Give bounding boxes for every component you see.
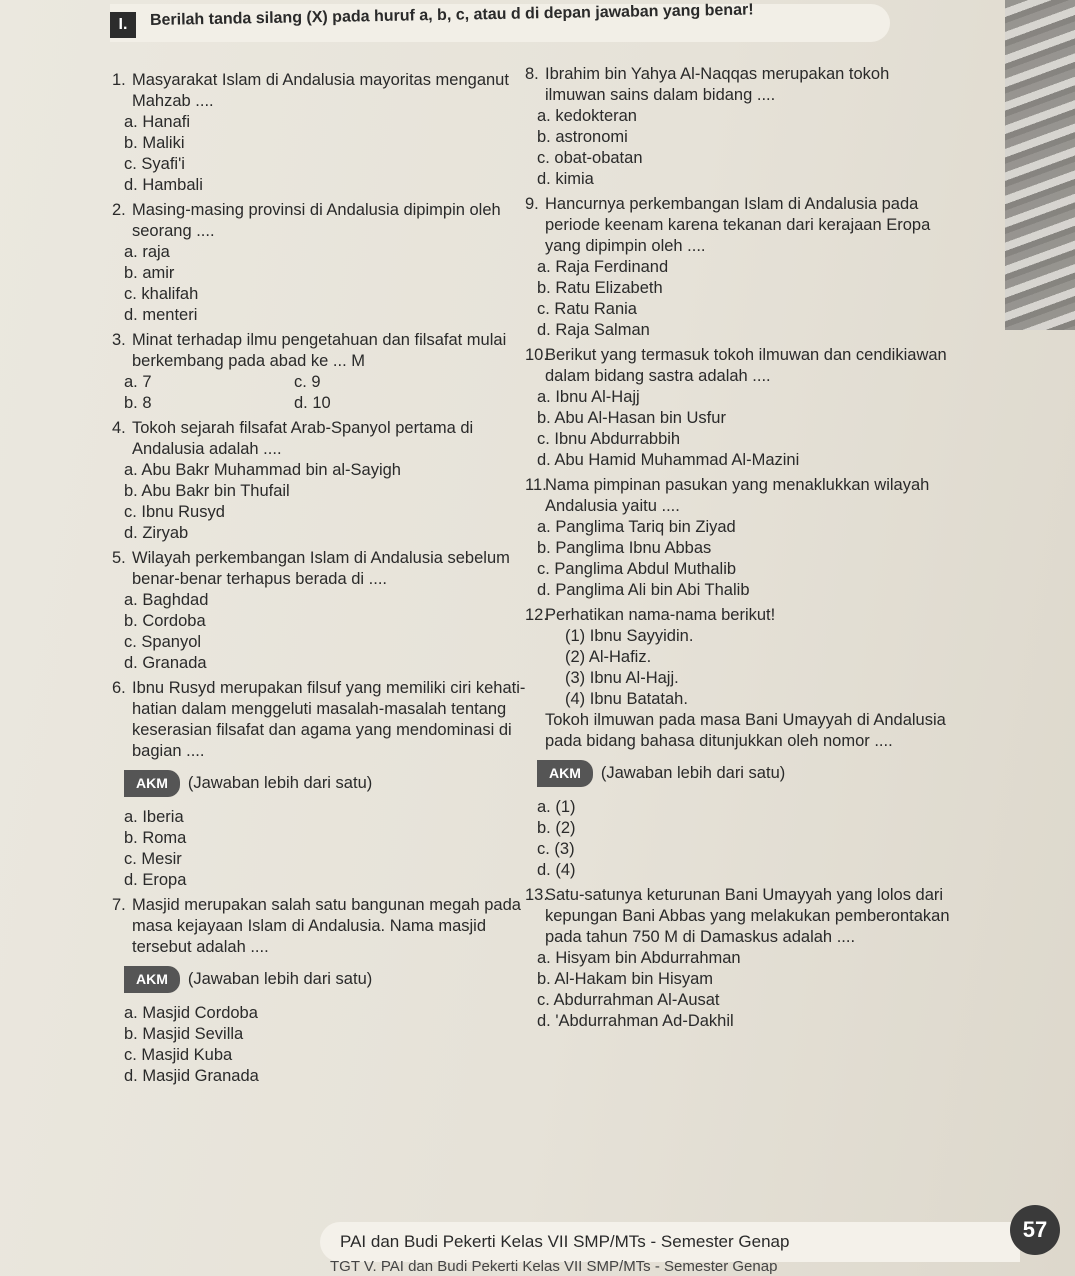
- option-c[interactable]: c. obat-obatan: [537, 149, 643, 167]
- option-b[interactable]: b. Roma: [124, 829, 187, 847]
- option-d[interactable]: d. Granada: [124, 654, 207, 672]
- option-a[interactable]: a. Masjid Cordoba: [124, 1004, 258, 1022]
- akm-note: [124, 966, 542, 993]
- question-4: 4. Tokoh sejarah filsafat Arab-Spanyol pertama di Andalusia adalah .... a. Abu Bakr Muhammad bin al-Sayigh b. Abu Bakr bin Thufail c. Ibnu Rusyd d. Ziryab: [112, 418, 542, 544]
- option-b[interactable]: b. Abu Bakr bin Thufail: [124, 482, 290, 500]
- question-stem: Minat terhadap ilmu pengetahuan dan filsafat mulai berkembang pada abad ke ... M: [132, 331, 507, 370]
- option-c[interactable]: c. Ibnu Abdurrabbih: [537, 430, 681, 448]
- question-12: 12. Perhatikan nama-nama berikut! (1) Ibnu Sayyidin. (2) Al-Hafiz. (3) Ibnu Al-Hajj. (4) Ibnu Batatah. Tokoh ilmuwan pada masa Bani Umayyah di Andalusia pada bidang bahasa ditunjukkan oleh nomor .... AKM (Jawaban lebih dari satu) a. (1) b. (2) c. (3) d. (4): [525, 605, 950, 881]
- question-11: 11. Nama pimpinan pasukan yang menaklukkan wilayah Andalusia yaitu .... a. Panglima Tariq bin Ziyad b. Panglima Ibnu Abbas c. Panglima Abdul Muthalib d. Panglima Ali bin Abi Thalib: [525, 475, 950, 601]
- option-d[interactable]: d. Hambali: [124, 176, 203, 194]
- option-c[interactable]: c. Syafi'i: [124, 155, 185, 173]
- option-d[interactable]: d. Eropa: [124, 871, 187, 889]
- question-stem: Ibrahim bin Yahya Al-Naqqas merupakan tokoh ilmuwan sains dalam bidang ....: [545, 65, 890, 104]
- question-stem: Nama pimpinan pasukan yang menaklukkan wilayah Andalusia yaitu ....: [545, 476, 930, 515]
- option-b[interactable]: b. Ratu Elizabeth: [537, 279, 663, 297]
- option-b[interactable]: b. Al-Hakam bin Hisyam: [537, 970, 714, 988]
- option-c[interactable]: c. khalifah: [124, 285, 199, 303]
- question-stem-continued: Tokoh ilmuwan pada masa Bani Umayyah di Andalusia pada bidang bahasa ditunjukkan oleh nomor ....: [545, 711, 946, 750]
- option-b[interactable]: b. (2): [537, 819, 576, 837]
- option-a[interactable]: a. kedokteran: [537, 107, 637, 125]
- option-d[interactable]: d. Panglima Ali bin Abi Thalib: [537, 581, 750, 599]
- akm-badge: AKM: [124, 770, 180, 797]
- option-c[interactable]: c. Spanyol: [124, 633, 202, 651]
- section-number: I.: [110, 12, 136, 38]
- akm-note: [537, 760, 950, 787]
- option-a[interactable]: a. Hanafi: [124, 113, 191, 131]
- name-list-item: (1) Ibnu Sayyidin.: [565, 627, 694, 645]
- option-a[interactable]: a. Baghdad: [124, 591, 209, 609]
- left-column: [112, 70, 542, 1091]
- question-stem: Masyarakat Islam di Andalusia mayoritas menganut Mahzab ....: [132, 71, 509, 110]
- option-d[interactable]: d. 'Abdurrahman Ad-Dakhil: [537, 1012, 734, 1030]
- akm-note-text: (Jawaban lebih dari satu): [600, 764, 786, 782]
- option-d[interactable]: d. (4): [537, 861, 576, 879]
- question-13: 13. Satu-satunya keturunan Bani Umayyah yang lolos dari kepungan Bani Abbas yang melakukan pemberontakan pada tahun 750 M di Damaskus adalah .... a. Hisyam bin Abdurrahman b. Al-Hakam bin Hisyam c. Abdurrahman Al-Ausat d. 'Abdurrahman Ad-Dakhil: [525, 886, 950, 1030]
- akm-note-text: (Jawaban lebih dari satu): [187, 774, 373, 792]
- question-1: 1. Masyarakat Islam di Andalusia mayoritas menganut Mahzab .... a. Hanafi b. Maliki c. Syafi'i d. Hambali: [112, 70, 542, 196]
- question-5: 5. Wilayah perkembangan Islam di Andalusia sebelum benar-benar terhapus berada di .... a. Baghdad b. Cordoba c. Spanyol d. Granada: [112, 548, 542, 674]
- option-b[interactable]: b. astronomi: [537, 128, 628, 146]
- question-stem: Satu-satunya keturunan Bani Umayyah yang lolos dari kepungan Bani Abbas yang melakukan pemberontakan pada tahun 750 M di Damaskus adalah ....: [545, 886, 950, 946]
- question-3: 3. Minat terhadap ilmu pengetahuan dan filsafat mulai berkembang pada abad ke ... M a. 7 c. 9 b. 8 d. 10: [112, 330, 542, 414]
- name-list-item: (2) Al-Hafiz.: [565, 648, 652, 666]
- question-stem: Masing-masing provinsi di Andalusia dipimpin oleh seorang ....: [132, 201, 501, 240]
- option-a[interactable]: a. 7: [124, 373, 152, 391]
- option-b[interactable]: b. Panglima Ibnu Abbas: [537, 539, 712, 557]
- question-2: 2. Masing-masing provinsi di Andalusia dipimpin oleh seorang .... a. raja b. amir c. khalifah d. menteri: [112, 200, 542, 326]
- akm-badge: AKM: [537, 760, 593, 787]
- option-b[interactable]: b. 8: [124, 394, 152, 412]
- option-c[interactable]: c. Ibnu Rusyd: [124, 503, 225, 521]
- question-8: 8. Ibrahim bin Yahya Al-Naqqas merupakan tokoh ilmuwan sains dalam bidang .... a. kedokteran b. astronomi c. obat-obatan d. kimia: [525, 64, 950, 190]
- option-c[interactable]: c. 9: [294, 373, 321, 391]
- option-d[interactable]: d. menteri: [124, 306, 198, 324]
- option-d[interactable]: d. Masjid Granada: [124, 1067, 259, 1085]
- option-b[interactable]: b. Abu Al-Hasan bin Usfur: [537, 409, 726, 427]
- option-d[interactable]: d. kimia: [537, 170, 594, 188]
- option-d[interactable]: d. Abu Hamid Muhammad Al-Mazini: [537, 451, 800, 469]
- option-a[interactable]: a. Raja Ferdinand: [537, 258, 669, 276]
- option-c[interactable]: c. Ratu Rania: [537, 300, 637, 318]
- option-a[interactable]: a. (1): [537, 798, 576, 816]
- option-b[interactable]: b. amir: [124, 264, 175, 282]
- question-7: 7. Masjid merupakan salah satu bangunan megah pada masa kejayaan Islam di Andalusia. Nama masjid tersebut adalah .... AKM (Jawaban lebih dari satu) a. Masjid Cordoba b. Masjid Sevilla c. Masjid Kuba d. Masjid Granada: [112, 895, 542, 1087]
- option-c[interactable]: c. (3): [537, 840, 575, 858]
- akm-note: [124, 770, 542, 797]
- question-6: 6. Ibnu Rusyd merupakan filsuf yang memiliki ciri kehati-hatian dalam menggeluti masalah-masalah tentang keserasian filsafat dan agama yang mendominasi di bagian .... AKM (Jawaban lebih dari satu) a. Iberia b. Roma c. Mesir d. Eropa: [112, 678, 542, 891]
- option-b[interactable]: b. Maliki: [124, 134, 185, 152]
- question-stem: Masjid merupakan salah satu bangunan megah pada masa kejayaan Islam di Andalusia. Nama masjid tersebut adalah ....: [132, 896, 521, 956]
- name-list-item: (3) Ibnu Al-Hajj.: [565, 669, 679, 687]
- option-a[interactable]: a. Iberia: [124, 808, 184, 826]
- akm-note-text: (Jawaban lebih dari satu): [187, 970, 373, 988]
- akm-badge: AKM: [124, 966, 180, 993]
- option-d[interactable]: d. 10: [294, 394, 331, 412]
- bottom-running-text: TGT V. PAI dan Budi Pekerti Kelas VII SMP/MTs - Semester Genap: [330, 1258, 778, 1275]
- option-d[interactable]: d. Ziryab: [124, 524, 189, 542]
- question-stem: Berikut yang termasuk tokoh ilmuwan dan cendikiawan dalam bidang sastra adalah ....: [545, 346, 947, 385]
- question-stem: Perhatikan nama-nama berikut!: [545, 606, 776, 624]
- question-stem: Wilayah perkembangan Islam di Andalusia sebelum benar-benar terhapus berada di ....: [132, 549, 510, 588]
- option-c[interactable]: c. Panglima Abdul Muthalib: [537, 560, 737, 578]
- page-number: 57: [1010, 1205, 1060, 1255]
- option-a[interactable]: a. Panglima Tariq bin Ziyad: [537, 518, 736, 536]
- question-stem: Hancurnya perkembangan Islam di Andalusia pada periode keenam karena tekanan dari kerajaan Eropa yang dipimpin oleh ....: [545, 195, 931, 255]
- option-b[interactable]: b. Cordoba: [124, 612, 206, 630]
- page-edge-shadow: [1005, 0, 1075, 330]
- option-c[interactable]: c. Abdurrahman Al-Ausat: [537, 991, 720, 1009]
- question-stem: Ibnu Rusyd merupakan filsuf yang memiliki ciri kehati-hatian dalam menggeluti masalah-masalah tentang keserasian filsafat dan agama yang mendominasi di bagian ....: [132, 679, 526, 760]
- option-b[interactable]: b. Masjid Sevilla: [124, 1025, 244, 1043]
- option-c[interactable]: c. Mesir: [124, 850, 182, 868]
- option-a[interactable]: a. Ibnu Al-Hajj: [537, 388, 640, 406]
- question-stem: Tokoh sejarah filsafat Arab-Spanyol pertama di Andalusia adalah ....: [132, 419, 474, 458]
- instruction-text: Berilah tanda silang (X) pada huruf a, b, c, atau d di depan jawaban yang benar!: [149, 1, 754, 29]
- question-10: 10. Berikut yang termasuk tokoh ilmuwan dan cendikiawan dalam bidang sastra adalah .... a. Ibnu Al-Hajj b. Abu Al-Hasan bin Usfur c. Ibnu Abdurrabbih d. Abu Hamid Muhammad Al-Mazini: [525, 345, 950, 471]
- right-column: [525, 64, 950, 1036]
- option-a[interactable]: a. Hisyam bin Abdurrahman: [537, 949, 741, 967]
- footer-title: PAI dan Budi Pekerti Kelas VII SMP/MTs - Semester Genap: [340, 1232, 790, 1251]
- question-9: 9. Hancurnya perkembangan Islam di Andalusia pada periode keenam karena tekanan dari kerajaan Eropa yang dipimpin oleh .... a. Raja Ferdinand b. Ratu Elizabeth c. Ratu Rania d. Raja Salman: [525, 194, 950, 341]
- name-list-item: (4) Ibnu Batatah.: [565, 690, 688, 708]
- option-d[interactable]: d. Raja Salman: [537, 321, 650, 339]
- option-a[interactable]: a. raja: [124, 243, 170, 261]
- option-c[interactable]: c. Masjid Kuba: [124, 1046, 233, 1064]
- option-a[interactable]: a. Abu Bakr Muhammad bin al-Sayigh: [124, 461, 401, 479]
